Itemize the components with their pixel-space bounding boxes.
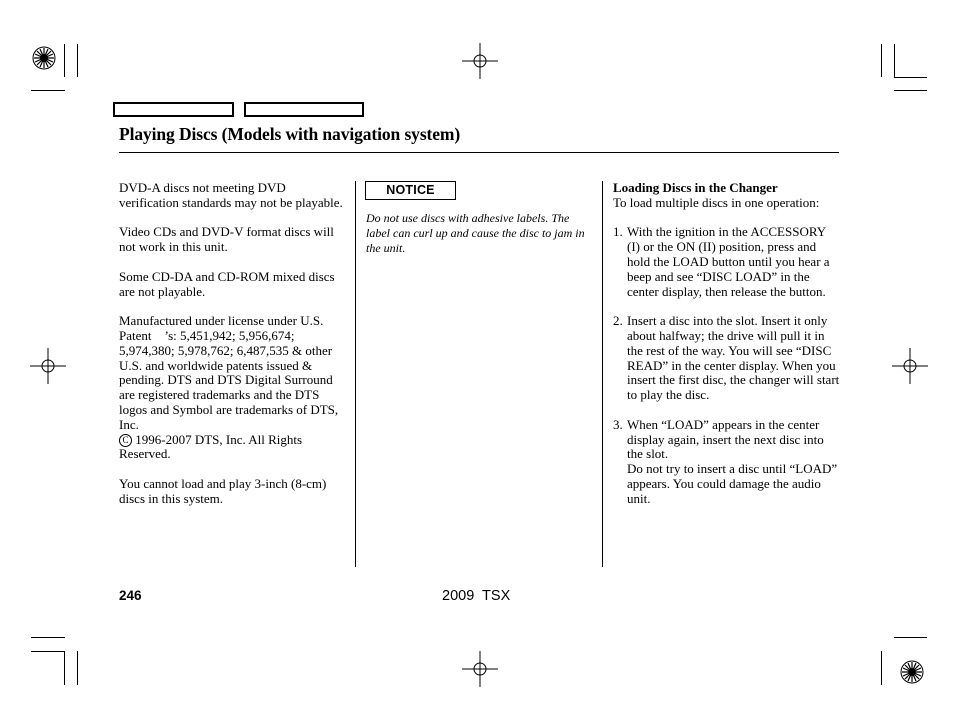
crosshair-icon [30, 348, 66, 384]
registration-target-icon [30, 44, 58, 72]
left-column [119, 181, 347, 521]
title-divider [119, 152, 839, 153]
section-tab-left [113, 102, 234, 117]
crosshair-icon [462, 651, 498, 687]
paragraph: You cannot load and play 3-inch (8-cm) discs in this system. [119, 475, 327, 506]
right-column [613, 181, 841, 521]
paragraph: Video CDs and DVD-V format discs will not work in this unit. [119, 224, 334, 255]
license-text-after: 1996-2007 DTS, Inc. All Rights Reserved. [119, 431, 303, 462]
intro-text: To load multiple discs in one operation: [613, 194, 820, 210]
notice-label: NOTICE [365, 181, 456, 200]
crosshair-icon [462, 43, 498, 79]
paragraph: DVD-A discs not meeting DVD verification standards may not be playable. [119, 180, 343, 210]
paragraph: Some CD-DA and CD-ROM mixed discs are not playable. [119, 268, 335, 299]
step-text: With the ignition in the ACCESSORY (I) or the ON (II) position, press and hold the LOAD button until you hear a beep and see “DISC LOAD” in the center display, then release the button. [627, 224, 830, 299]
list-item [613, 418, 841, 507]
copyright-symbol: C [119, 434, 132, 447]
crosshair-icon [892, 348, 928, 384]
page-title: Playing Discs (Models with navigation system) [119, 124, 461, 144]
notice-text: Do not use discs with adhesive labels. The label can curl up and cause the disc to jam in the unit. [366, 211, 585, 255]
list-item [613, 314, 841, 403]
column-divider-left [355, 181, 356, 567]
license-paragraph [119, 314, 347, 462]
registration-target-icon [898, 658, 926, 686]
license-text: Manufactured under license under U.S. Patent ’s: 5,451,942; 5,956,674; 5,974,380; 5,978,762; 6,487,535 & other U.S. and worldwide patents issued & pending. DTS and DTS Digital Surround are registered trademarks and the DTS logos and Symbol are trademarks of DTS, Inc. [119, 313, 339, 432]
model-label: 2009 TSX [442, 588, 511, 604]
section-heading: Loading Discs in the Changer [613, 180, 778, 195]
step-number: 3. [613, 416, 623, 432]
list-item [613, 225, 841, 299]
step-number: 2. [613, 313, 623, 329]
step-text: Insert a disc into the slot. Insert it only about halfway; the drive will pull it in the rest of the way. You will see “DISC READ” in the center display. When you insert the first disc, the changer will start to play the disc. [627, 313, 840, 403]
column-divider-right [602, 181, 603, 567]
page-number: 246 [119, 588, 142, 603]
step-text: When “LOAD” appears in the center display again, insert the next disc into the slot. [627, 416, 824, 462]
section-tab-right [244, 102, 364, 117]
step-note: Do not try to insert a disc until “LOAD” appears. You could damage the audio unit. [627, 461, 838, 506]
step-number: 1. [613, 224, 623, 240]
step-body [627, 418, 841, 507]
